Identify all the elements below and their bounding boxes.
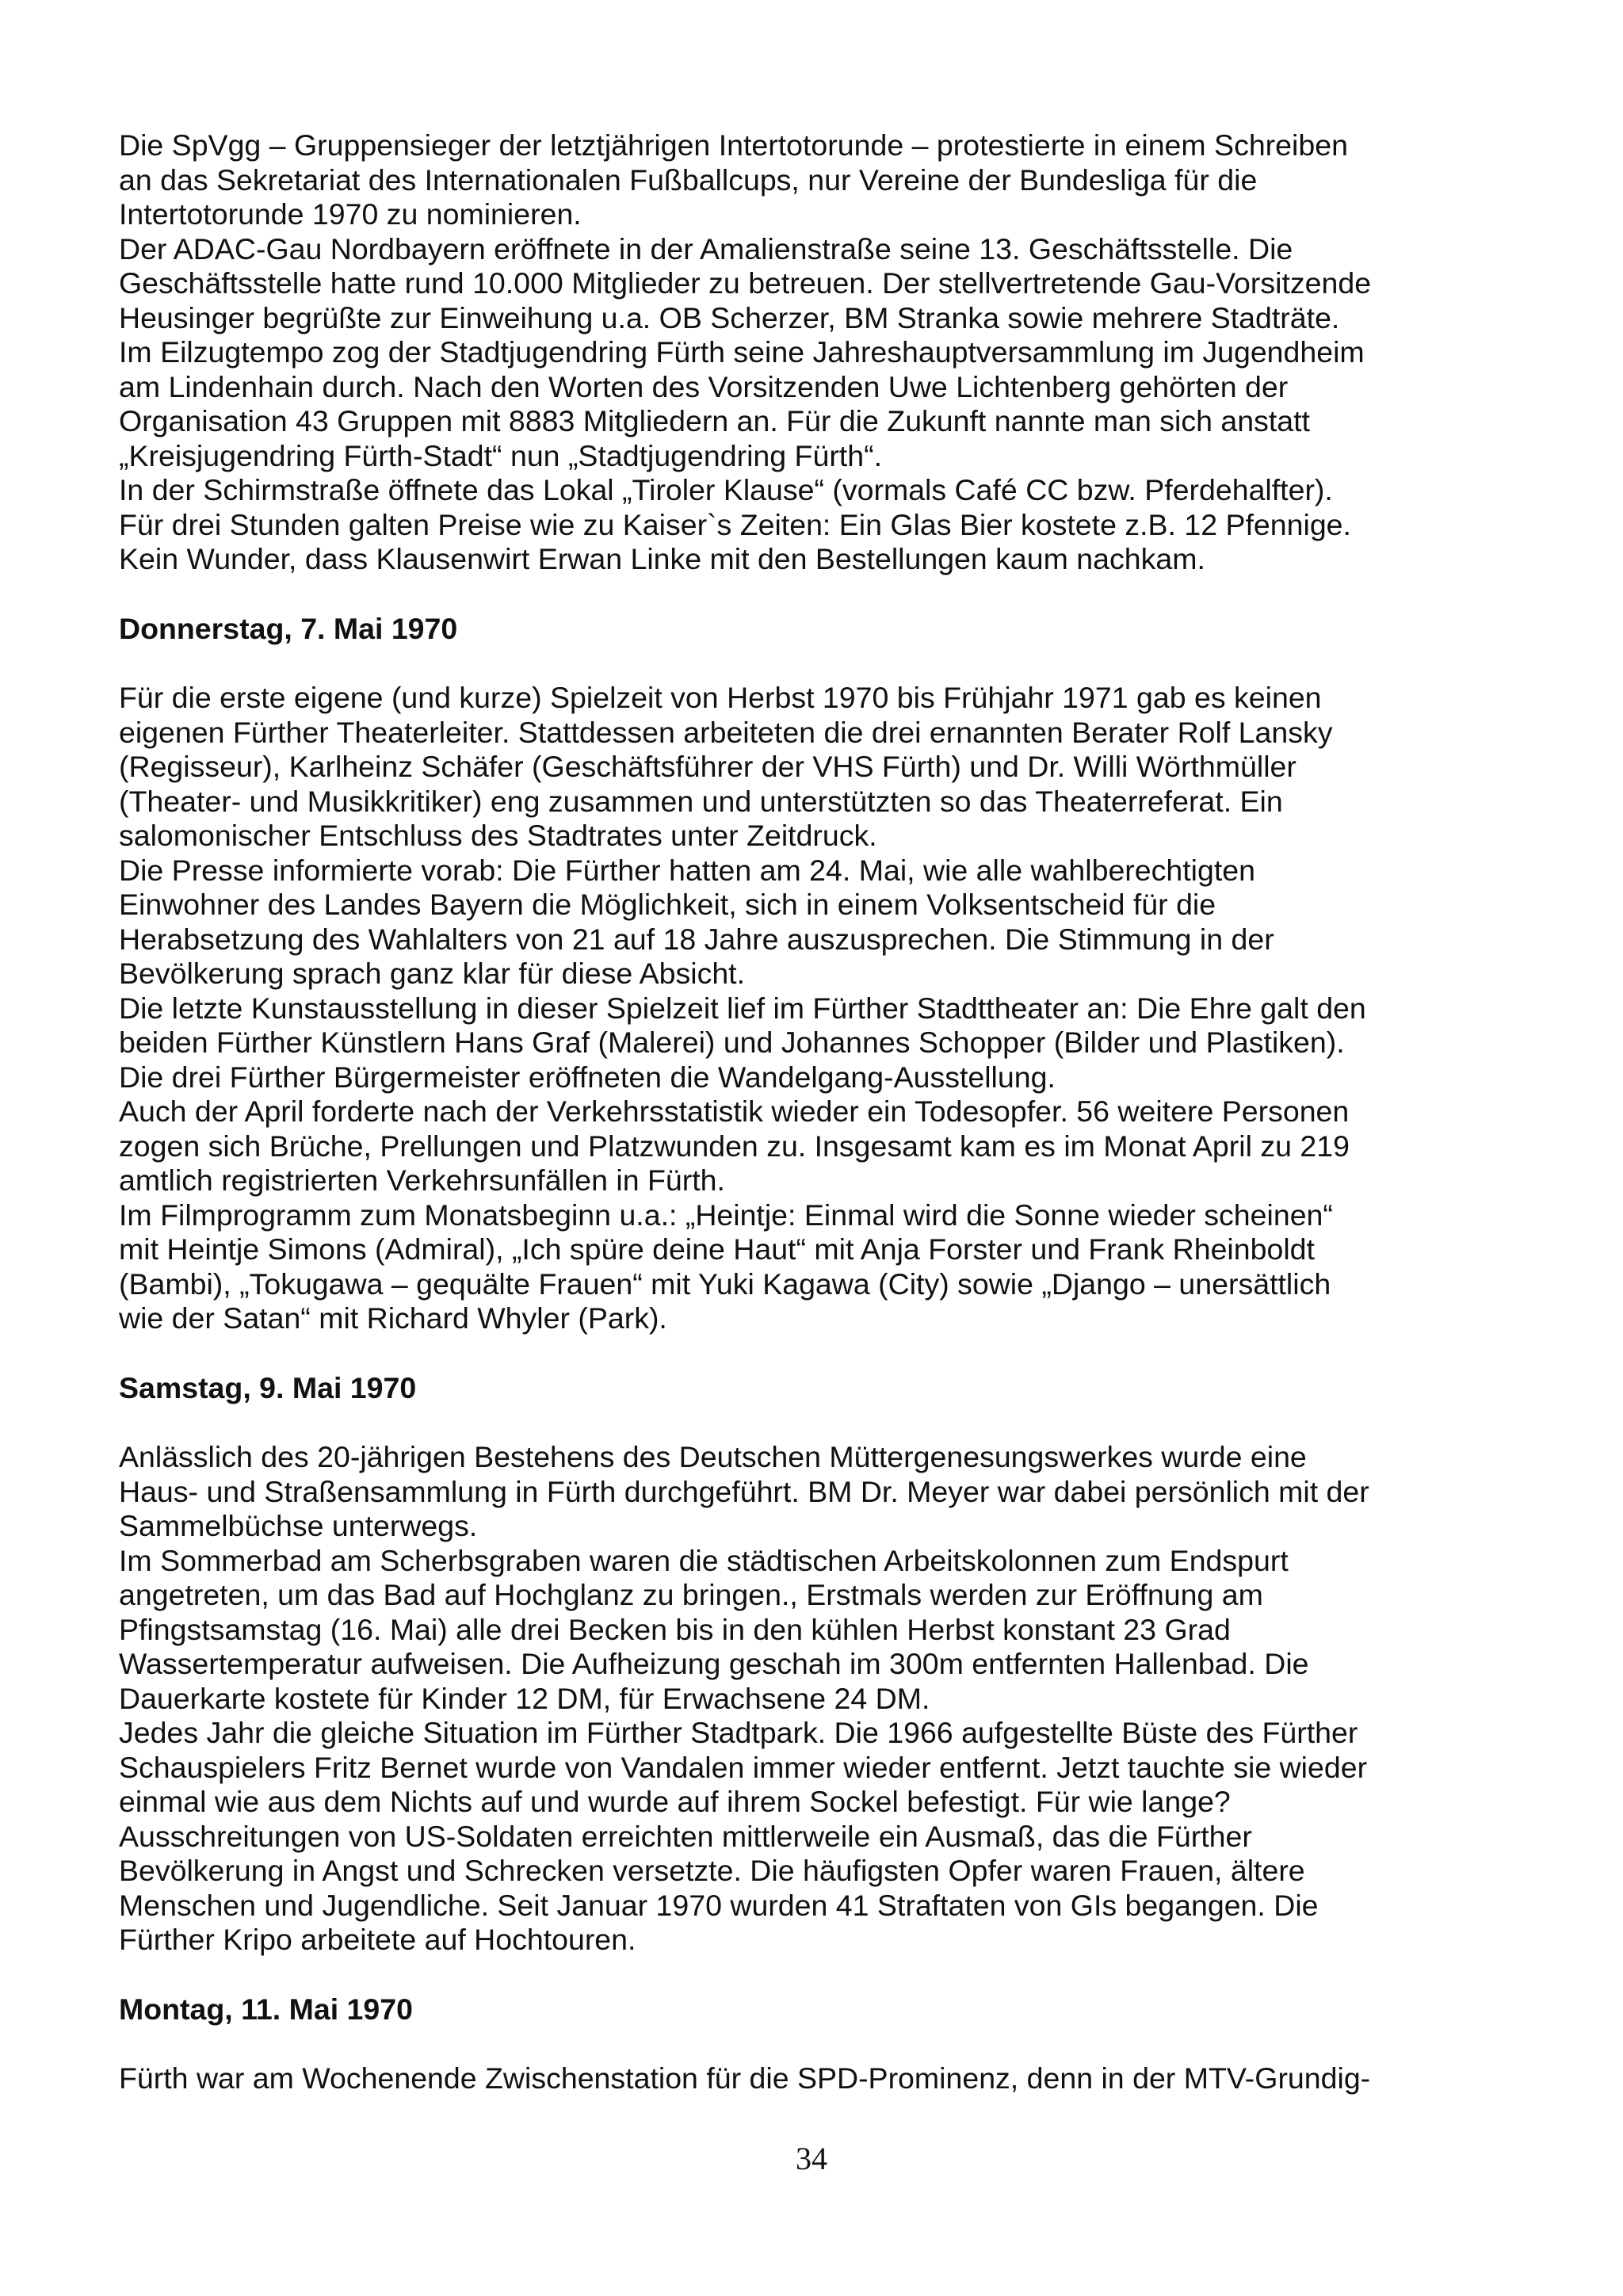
paragraph (119, 1198, 1529, 1336)
text-line: Organisation 43 Gruppen mit 8883 Mitgliedern an. Für die Zukunft nannte man sich anstatt (119, 404, 1310, 437)
paragraph (119, 1095, 1529, 1198)
paragraph (119, 854, 1529, 991)
text-line: zogen sich Brüche, Prellungen und Platzwunden zu. Insgesamt kam es im Monat April zu 219 (119, 1129, 1350, 1163)
text-line: Bevölkerung sprach ganz klar für diese Absicht. (119, 957, 746, 990)
text-line: Herabsetzung des Wahlalters von 21 auf 18 Jahre auszusprechen. Die Stimmung in der (119, 922, 1274, 956)
section (119, 612, 1529, 1336)
text-line: Sammelbüchse unterwegs. (119, 1509, 478, 1542)
text-line: Menschen und Jugendliche. Seit Januar 1970 wurden 41 Straftaten von GIs begangen. Die (119, 1888, 1319, 1922)
text-line: (Bambi), „Tokugawa – gequälte Frauen“ mit Yuki Kagawa (City) sowie „Django – unersättlich (119, 1266, 1331, 1301)
text-line: Heusinger begrüßte zur Einweihung u.a. OB Scherzer, BM Stranka sowie mehrere Stadträte. (119, 300, 1340, 334)
text-line: „Kreisjugendring Fürth-Stadt“ nun „Stadtjugendring Fürth“. (119, 438, 882, 472)
text-line: Jedes Jahr die gleiche Situation im Fürther Stadtpark. Die 1966 aufgestellte Büste des Fürther (119, 1716, 1358, 1749)
text-line: Die letzte Kunstausstellung in dieser Spielzeit lief im Fürther Stadttheater an: Die Ehre galt den (119, 991, 1366, 1025)
text-line: angetreten, um das Bad auf Hochglanz zu bringen., Erstmals werden zur Eröffnung am (119, 1578, 1263, 1611)
text-line: (Regisseur), Karlheinz Schäfer (Geschäftsführer der VHS Fürth) und Dr. Willi Wörthmüller (119, 750, 1296, 783)
paragraph (119, 232, 1529, 336)
text-line: wie der Satan“ mit Richard Whyler (Park). (119, 1301, 667, 1335)
text-line: Der ADAC-Gau Nordbayern eröffnete in der Amalienstraße seine 13. Geschäftsstelle. Die (119, 231, 1293, 266)
text-line: Auch der April forderte nach der Verkehrsstatistik wieder ein Todesopfer. 56 weitere Personen (119, 1095, 1350, 1128)
section (119, 128, 1529, 577)
text-line: Im Sommerbad am Scherbsgraben waren die städtischen Arbeitskolonnen zum Endspurt (119, 1543, 1289, 1577)
section (119, 1371, 1529, 1958)
text-line: (Theater- und Musikkritiker) eng zusammen und unterstützten so das Theaterreferat. Ein (119, 784, 1283, 818)
paragraph (119, 1440, 1529, 1544)
section-heading: Montag, 11. Mai 1970 (119, 1992, 413, 2026)
text-line: Dauerkarte kostete für Kinder 12 DM, für Erwachsene 24 DM. (119, 1681, 930, 1715)
text-line: Fürth war am Wochenende Zwischenstation für die SPD-Prominenz, denn in der MTV-Grundig- (119, 2061, 1371, 2095)
text-line: Kein Wunder, dass Klausenwirt Erwan Linke mit den Bestellungen kaum nachkam. (119, 542, 1205, 575)
section-heading: Donnerstag, 7. Mai 1970 (119, 611, 458, 645)
document-body (119, 128, 1529, 2096)
text-line: Die Presse informierte vorab: Die Fürther hatten am 24. Mai, wie alle wahlberechtigten (119, 853, 1255, 887)
paragraph (119, 2061, 1529, 2096)
text-line: salomonischer Entschluss des Stadtrates unter Zeitdruck. (119, 819, 877, 852)
text-line: eigenen Fürther Theaterleiter. Stattdessen arbeiteten die drei ernannten Berater Rolf Lansky (119, 715, 1333, 749)
text-line: Anlässlich des 20-jährigen Bestehens des Deutschen Müttergenesungswerkes wurde eine (119, 1440, 1307, 1473)
paragraph (119, 1716, 1529, 1820)
document-page (119, 128, 1529, 2096)
paragraph (119, 335, 1529, 473)
paragraph (119, 128, 1529, 232)
text-line: In der Schirmstraße öffnete das Lokal „Tiroler Klause“ (vormals Café CC bzw. Pferdehalfter). (119, 473, 1333, 506)
text-line: Für die erste eigene (und kurze) Spielzeit von Herbst 1970 bis Frühjahr 1971 gab es keinen (119, 681, 1322, 714)
text-line: Im Eilzugtempo zog der Stadtjugendring Fürth seine Jahreshauptversammlung im Jugendheim (119, 335, 1365, 369)
paragraph (119, 473, 1529, 577)
text-line: Für drei Stunden galten Preise wie zu Kaiser`s Zeiten: Ein Glas Bier kostete z.B. 12 Pfennige. (119, 507, 1351, 541)
paragraph (119, 1820, 1529, 1958)
text-line: Bevölkerung in Angst und Schrecken versetzte. Die häufigsten Opfer waren Frauen, ältere (119, 1854, 1305, 1887)
text-line: Schauspielers Fritz Bernet wurde von Vandalen immer wieder entfernt. Jetzt tauchte sie wieder (119, 1750, 1368, 1784)
text-line: am Lindenhain durch. Nach den Worten des Vorsitzenden Uwe Lichtenberg gehörten der (119, 369, 1289, 403)
text-line: Haus- und Straßensammlung in Fürth durchgeführt. BM Dr. Meyer war dabei persönlich mit der (119, 1474, 1369, 1508)
paragraph (119, 1544, 1529, 1717)
text-line: Fürther Kripo arbeitete auf Hochtouren. (119, 1923, 636, 1956)
text-line: amtlich registrierten Verkehrsunfällen in Fürth. (119, 1163, 725, 1197)
text-line: Im Filmprogramm zum Monatsbeginn u.a.: „Heintje: Einmal wird die Sonne wieder scheinen“ (119, 1198, 1333, 1232)
page-number: 34 (796, 2141, 827, 2176)
text-line: mit Heintje Simons (Admiral), „Ich spüre deine Haut“ mit Anja Forster und Frank Rheinboldt (119, 1232, 1315, 1266)
text-line: Intertotorunde 1970 zu nominieren. (119, 197, 582, 231)
text-line: an das Sekretariat des Internationalen Fußballcups, nur Vereine der Bundesliga für die (119, 162, 1258, 197)
text-line: Die drei Fürther Bürgermeister eröffneten die Wandelgang-Ausstellung. (119, 1060, 1056, 1094)
paragraph (119, 991, 1529, 1095)
text-line: Wassertemperatur aufweisen. Die Aufheizung geschah im 300m entfernten Hallenbad. Die (119, 1647, 1309, 1680)
text-line: Die SpVgg – Gruppensieger der letztjährigen Intertotorunde – protestierte in einem Schreiben (119, 128, 1348, 162)
text-line: Ausschreitungen von US-Soldaten erreichten mittlerweile ein Ausmaß, das die Fürther (119, 1819, 1252, 1853)
text-line: beiden Fürther Künstlern Hans Graf (Malerei) und Johannes Schopper (Bilder und Plastiken). (119, 1026, 1345, 1059)
text-line: einmal wie aus dem Nichts auf und wurde auf ihrem Sockel befestigt. Für wie lange? (119, 1785, 1231, 1818)
text-line: Pfingstsamstag (16. Mai) alle drei Becken bis in den kühlen Herbst konstant 23 Grad (119, 1612, 1231, 1646)
text-line: Einwohner des Landes Bayern die Möglichkeit, sich in einem Volksentscheid für die (119, 888, 1216, 921)
text-line: Geschäftsstelle hatte rund 10.000 Mitglieder zu betreuen. Der stellvertretende Gau-Vorsitzende (119, 266, 1372, 300)
section-heading: Samstag, 9. Mai 1970 (119, 1370, 417, 1404)
paragraph (119, 681, 1529, 854)
section (119, 1992, 1529, 2096)
